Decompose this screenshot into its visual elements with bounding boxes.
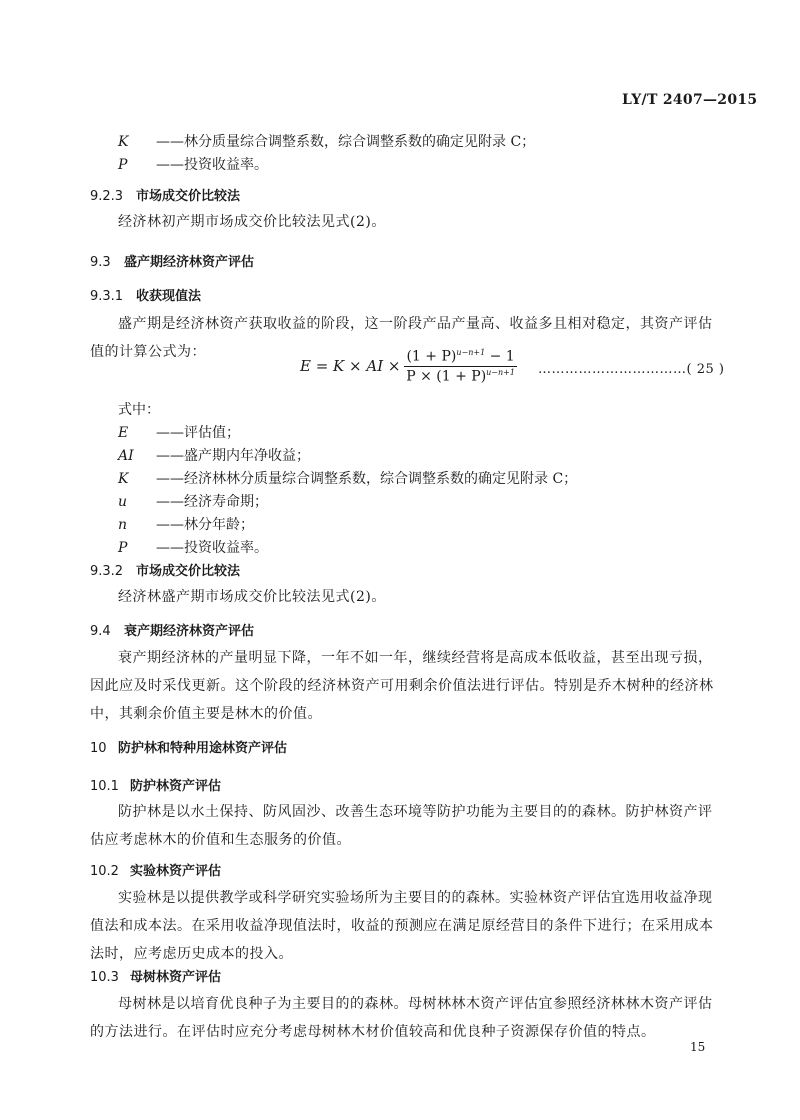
paragraph: 盛产期是经济林资产获取收益的阶段，这一阶段产品产量高、收益多且相对稳定，其资产评估值的计算公式为： [90,316,713,360]
var-symbol: K [118,134,129,150]
standard-code: LY/T 2407—2015 [622,92,758,108]
section-heading-10-2 [90,860,221,879]
var-symbol: P [118,157,128,173]
section-title: 防护林和特种用途林资产评估 [118,741,288,756]
var-row: E ——评估值； [118,425,240,441]
fraction-numerator: $(1 + P)^{u-n+1} - 1$ [406,348,515,365]
section-heading-10-1 [90,775,221,794]
section-title: 母树林资产评估 [130,970,222,985]
section-number: 9.4 [90,624,111,639]
paragraph: 衰产期经济林的产量明显下降，一年不如一年，继续经营将是高成本低收益，甚至出现亏损，因此应及时采伐更新。这个阶段的经济林资产可用剩余价值法进行评估。特别是乔木树种的经济林中，其剩余价值主要是林木的价值。 [90,650,714,722]
section-heading-9-4 [90,620,254,639]
equation-25 [300,348,517,384]
section-title: 收获现值法 [136,289,202,304]
fraction-denominator: $P \times (1 + P)^{u-n+1}$ [406,367,515,385]
section-number: 10.3 [90,970,119,985]
section-heading-9-2-3 [90,185,240,204]
section-number: 9.3.1 [90,289,124,304]
section-number: 10.1 [90,779,119,794]
section-title: 市场成交价比较法 [136,189,241,204]
section-number: 9.2.3 [90,189,124,204]
var-desc: ——林分质量综合调整系数，综合调整系数的确定见附录 C； [156,134,536,150]
section-number: 10 [90,741,107,756]
section-heading-9-3 [90,251,254,270]
var-row: AI ——盛产期内年净收益； [118,448,310,464]
paragraph: 防护林是以水土保持、防风固沙、改善生态环境等防护功能为主要目的的森林。防护林资产评估应考虑林木的价值和生态服务的价值。 [90,804,713,848]
where-label: 式中： [118,402,160,418]
section-title: 市场成交价比较法 [136,564,241,579]
section-heading-9-3-2 [90,560,240,579]
equation-label: ……………………………( 25 ) [538,362,725,377]
fraction [404,348,516,384]
formula-lhs: E = K × AI × [300,357,401,376]
var-desc: ——投资收益率。 [156,157,268,173]
paragraph: 母树林是以培育优良种子为主要目的的森林。母树林林木资产评估宜参照经济林林木资产评估的方法进行。在评估时应充分考虑母树林木材价值较高和优良种子资源保存价值的特点。 [90,996,713,1040]
var-row [118,155,268,175]
paragraph: 实验林是以提供教学或科学研究实验场所为主要目的的森林。实验林资产评估宜选用收益净现值法和成本法。在采用收益净现值法时，收益的预测应在满足原经营目的条件下进行；在采用成本法时，应考虑历史成本的投入。 [90,890,714,962]
paragraph: 经济林初产期市场成交价比较法见式(2)。 [118,214,386,230]
section-heading-9-3-1 [90,285,201,304]
section-title: 实验林资产评估 [130,864,222,879]
var-row [118,132,535,152]
section-title: 衰产期经济林资产评估 [124,624,255,639]
var-row: n ——林分年龄； [118,517,254,533]
var-row: K ——经济林林分质量综合调整系数，综合调整系数的确定见附录 C； [118,471,578,487]
section-number: 9.3 [90,255,111,270]
page-number: 15 [690,1040,706,1054]
paragraph: 经济林盛产期市场成交价比较法见式(2)。 [118,589,386,605]
section-number: 10.2 [90,864,119,879]
var-row: P ——投资收益率。 [118,540,268,556]
section-heading-10-3 [90,966,221,985]
section-title: 防护林资产评估 [130,779,222,794]
section-number: 9.3.2 [90,564,124,579]
var-row: u ——经济寿命期； [118,494,268,510]
section-heading-10 [90,737,287,756]
section-title: 盛产期经济林资产评估 [124,255,255,270]
